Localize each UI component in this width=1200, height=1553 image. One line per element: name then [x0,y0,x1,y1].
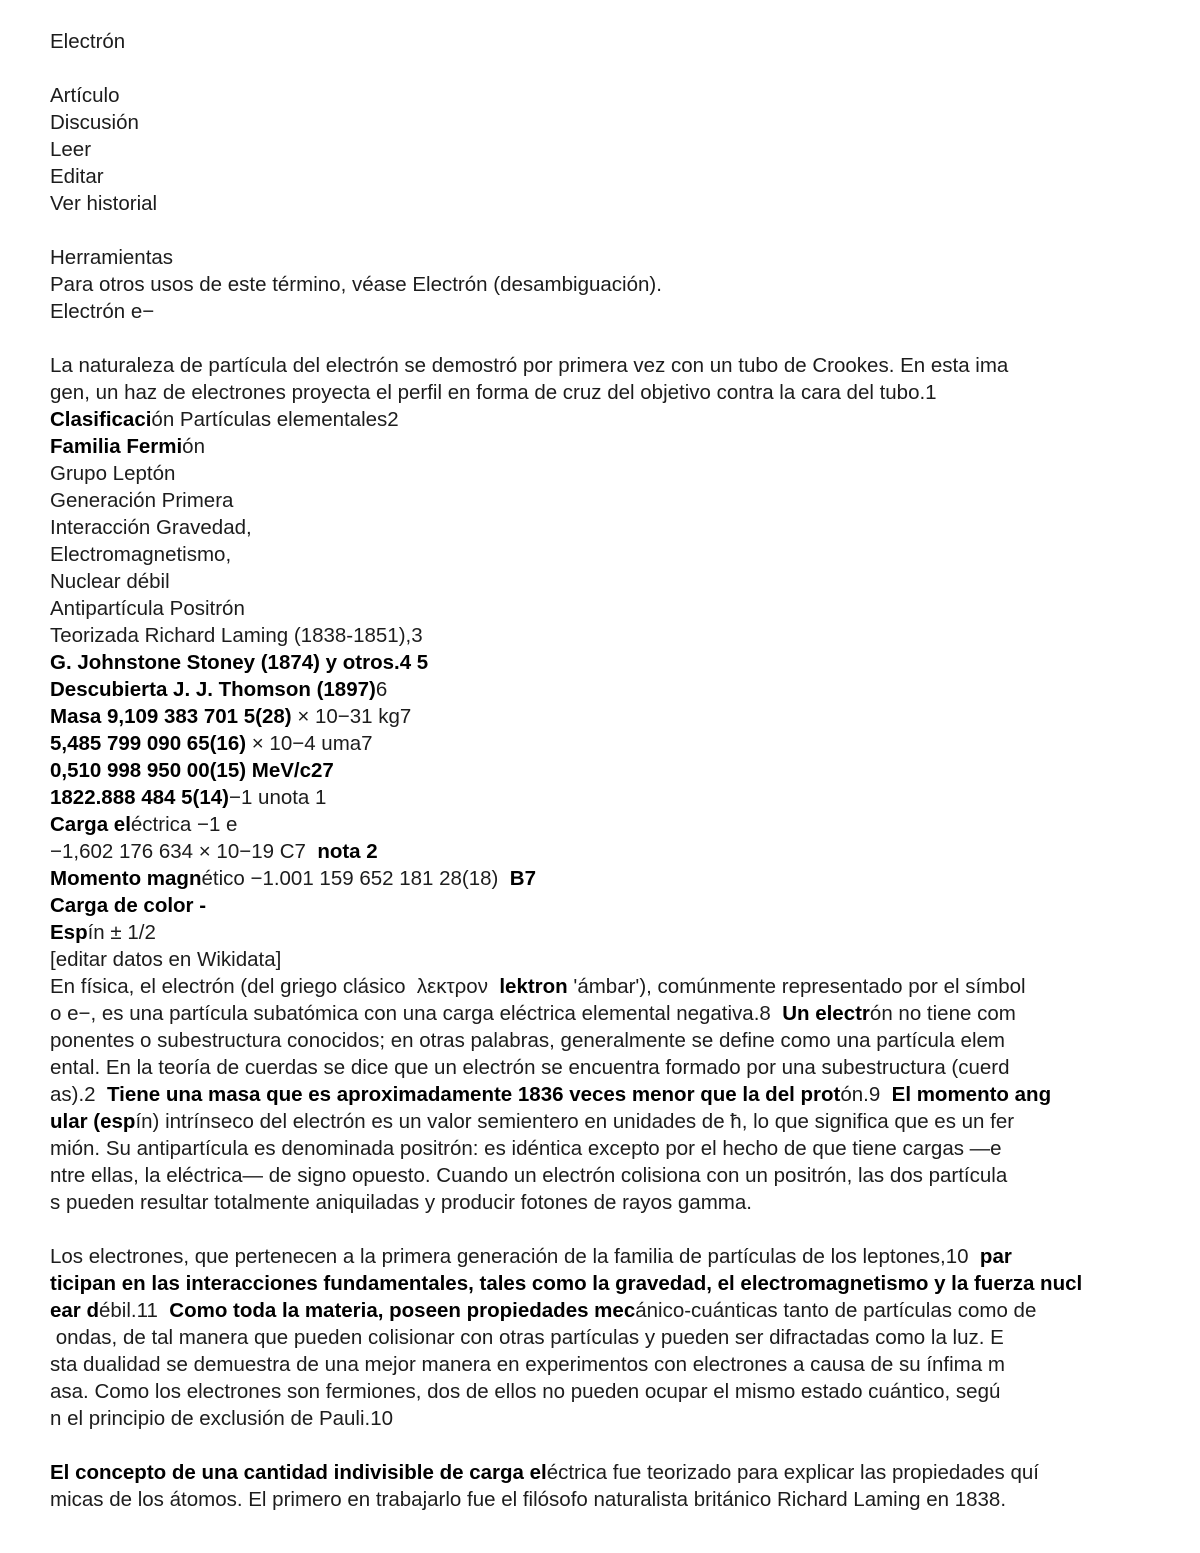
infobox-row-label: Esp [50,921,88,944]
paragraph-line [50,1027,1160,1054]
paragraph-line [50,1459,1160,1486]
infobox-row [50,622,1160,649]
bold-text: El concepto de una cantidad indivisible de carga el [50,1461,547,1484]
infobox-row-note: nota 2 [317,840,378,863]
tab-edit[interactable]: Editar [50,165,104,188]
text-run: asa. Como los electrones son fermiones, dos de ellos no pueden ocupar el mismo estado cuántico, segú [50,1380,1001,1403]
paragraph [50,1243,1160,1432]
paragraph-line [50,1189,1160,1216]
text-run: ntre ellas, la eléctrica— de signo opuesto. Cuando un electrón colisiona con un positrón, las dos partícula [50,1164,1008,1187]
text-run: ín) intrínseco del electrón es un valor semientero en unidades de ħ, lo que significa que es un fer [135,1110,1015,1133]
paragraph-line [50,1324,1160,1351]
text-run: ón no tiene com [869,1002,1016,1025]
infobox-row [50,757,1160,784]
bold-text: lektron [499,975,568,998]
infobox-row [50,892,1160,919]
spacer [50,55,1160,82]
infobox-row [50,433,1160,460]
infobox-row-value: Grupo Leptón [50,462,176,485]
paragraph-line [50,973,1160,1000]
infobox-row-value: × 10−4 uma7 [246,732,373,755]
tab-read[interactable]: Leer [50,138,92,161]
text-run: 'ámbar'), comúnmente representado por el símbol [567,975,1026,998]
infobox-row-value: −1,602 176 634 × 10−19 C7 [50,840,318,863]
text-run: micas de los átomos. El primero en trabajarlo fue el filósofo naturalista británico Richard Laming en 1838. [50,1488,1007,1511]
tab-history[interactable]: Ver historial [50,192,158,215]
infobox-row [50,676,1160,703]
infobox-row-value: Antipartícula Positrón [50,597,245,620]
infobox-row [50,406,1160,433]
infobox-row-value: ón [182,435,205,458]
infobox-row-value: Teorizada Richard Laming (1838-1851),3 [50,624,423,647]
infobox-row-value: éctrica −1 e [130,813,238,836]
infobox-row [50,460,1160,487]
infobox-row[interactable] [50,946,1160,973]
paragraph-line [50,1486,1160,1513]
infobox-row [50,649,1160,676]
bold-text: Un electr [782,1002,870,1025]
paragraph-line [50,1162,1160,1189]
spacer [50,1432,1160,1459]
infobox-row-note: B7 [509,867,536,890]
infobox-row-label: Momento magn [50,867,202,890]
text-run: ébil.11 [99,1299,170,1322]
paragraph-line [50,1135,1160,1162]
infobox-row [50,838,1160,865]
text-run: ondas, de tal manera que pueden colisionar con otras partículas y pueden ser difractadas como la luz. E [50,1326,1004,1349]
document-page [50,28,1160,1513]
infobox-row-label: Clasificaci [50,408,152,431]
text-run: Los electrones, que pertenecen a la primera generación de la familia de partículas de los leptones,10 [50,1245,980,1268]
paragraph [50,973,1160,1216]
infobox-row [50,811,1160,838]
text-run: s pueden resultar totalmente aniquiladas y producir fotones de rayos gamma. [50,1191,752,1214]
infobox-row [50,919,1160,946]
infobox-row-label: Familia Fermi [50,435,183,458]
paragraph-line [50,1297,1160,1324]
infobox-row-label: Carga el [50,813,131,836]
infobox-header: Electrón e− [50,300,155,323]
tools-menu[interactable]: Herramientas [50,246,174,269]
infobox-row-value: 6 [375,678,388,701]
bold-text: Tiene una masa que es aproximadamente 1836 veces menor que la del prot [106,1083,841,1106]
paragraph-line [50,1378,1160,1405]
infobox-row [50,730,1160,757]
bold-text: Como toda la materia, poseen propiedades mec [169,1299,636,1322]
paragraph-line [50,1270,1160,1297]
text-run: mión. Su antipartícula es denominada positrón: es idéntica excepto por el hecho de que tiene cargas —e [50,1137,1002,1160]
paragraph-line [50,1108,1160,1135]
infobox-caption-line: gen, un haz de electrones proyecta el perfil en forma de cruz del objetivo contra la cara del tubo.1 [50,381,937,404]
infobox-row [50,865,1160,892]
infobox-row-label: G. Johnstone Stoney (1874) y otros.4 5 [50,651,429,674]
paragraph-line [50,1243,1160,1270]
infobox-row [50,541,1160,568]
spacer [50,1216,1160,1243]
infobox-row-value: [editar datos en Wikidata] [50,948,282,971]
infobox-row-label: 0,510 998 950 00(15) MeV/c27 [50,759,334,782]
bold-text: par [979,1245,1012,1268]
infobox-row [50,595,1160,622]
infobox-row [50,784,1160,811]
spacer [50,217,1160,244]
text-run: éctrica fue teorizado para explicar las propiedades quí [546,1461,1039,1484]
paragraph-line [50,1000,1160,1027]
paragraph [50,1459,1160,1513]
infobox-row-label: Descubierta J. J. Thomson (1897) [50,678,376,701]
spacer [50,325,1160,352]
infobox-row-value: × 10−31 kg7 [291,705,412,728]
infobox-row [50,703,1160,730]
text-run: ánico-cuánticas tanto de partículas como de [635,1299,1037,1322]
article-body [50,973,1160,1513]
hatnote: Para otros usos de este término, véase Electrón (desambiguación). [50,273,662,296]
infobox-row-value: ón Partículas elementales2 [151,408,399,431]
infobox-row-value: Nuclear débil [50,570,170,593]
bold-text: ear d [50,1299,99,1322]
infobox-row [50,514,1160,541]
infobox-row-label: 1822.888 484 5(14) [50,786,229,809]
infobox-row [50,487,1160,514]
tab-article[interactable]: Artículo [50,84,120,107]
tab-discussion[interactable]: Discusión [50,111,139,134]
page-title: Electrón [50,30,126,53]
text-run: as).2 [50,1083,107,1106]
infobox-rows [50,406,1160,973]
infobox-row-value: Electromagnetismo, [50,543,232,566]
bold-text: El momento ang [891,1083,1052,1106]
text-run: n el principio de exclusión de Pauli.10 [50,1407,394,1430]
paragraph-line [50,1405,1160,1432]
infobox-row-label: Carga de color - [50,894,207,917]
text-run: ón.9 [840,1083,892,1106]
text-run: ental. En la teoría de cuerdas se dice que un electrón se encuentra formado por una subestructura (cuerd [50,1056,1010,1079]
text-run: ponentes o subestructura conocidos; en otras palabras, generalmente se define como una partícula elem [50,1029,1005,1052]
infobox-row-value: Generación Primera [50,489,234,512]
infobox-row-value: Interacción Gravedad, [50,516,252,539]
infobox-row-label: 5,485 799 090 65(16) [50,732,247,755]
paragraph-line [50,1081,1160,1108]
bold-text: ular (esp [50,1110,136,1133]
infobox-row-value: ín ± 1/2 [87,921,156,944]
infobox-row [50,568,1160,595]
infobox-row-label: Masa 9,109 383 701 5(28) [50,705,292,728]
text-run: sta dualidad se demuestra de una mejor manera en experimentos con electrones a causa de su ínfima m [50,1353,1005,1376]
infobox-row-value: −1 unota 1 [228,786,327,809]
text-run: o e−, es una partícula subatómica con una carga eléctrica elemental negativa.8 [50,1002,783,1025]
paragraph-line [50,1054,1160,1081]
infobox-caption-line: La naturaleza de partícula del electrón se demostró por primera vez con un tubo de Crookes. En esta ima [50,354,1009,377]
infobox-row-value: ético −1.001 159 652 181 28(18) [201,867,510,890]
paragraph-line [50,1351,1160,1378]
bold-text: ticipan en las interacciones fundamentales, tales como la gravedad, el electromagnetismo y la fuerza nucl [50,1272,1083,1295]
text-run: En física, el electrón (del griego clásico λεκτρον [50,975,500,998]
